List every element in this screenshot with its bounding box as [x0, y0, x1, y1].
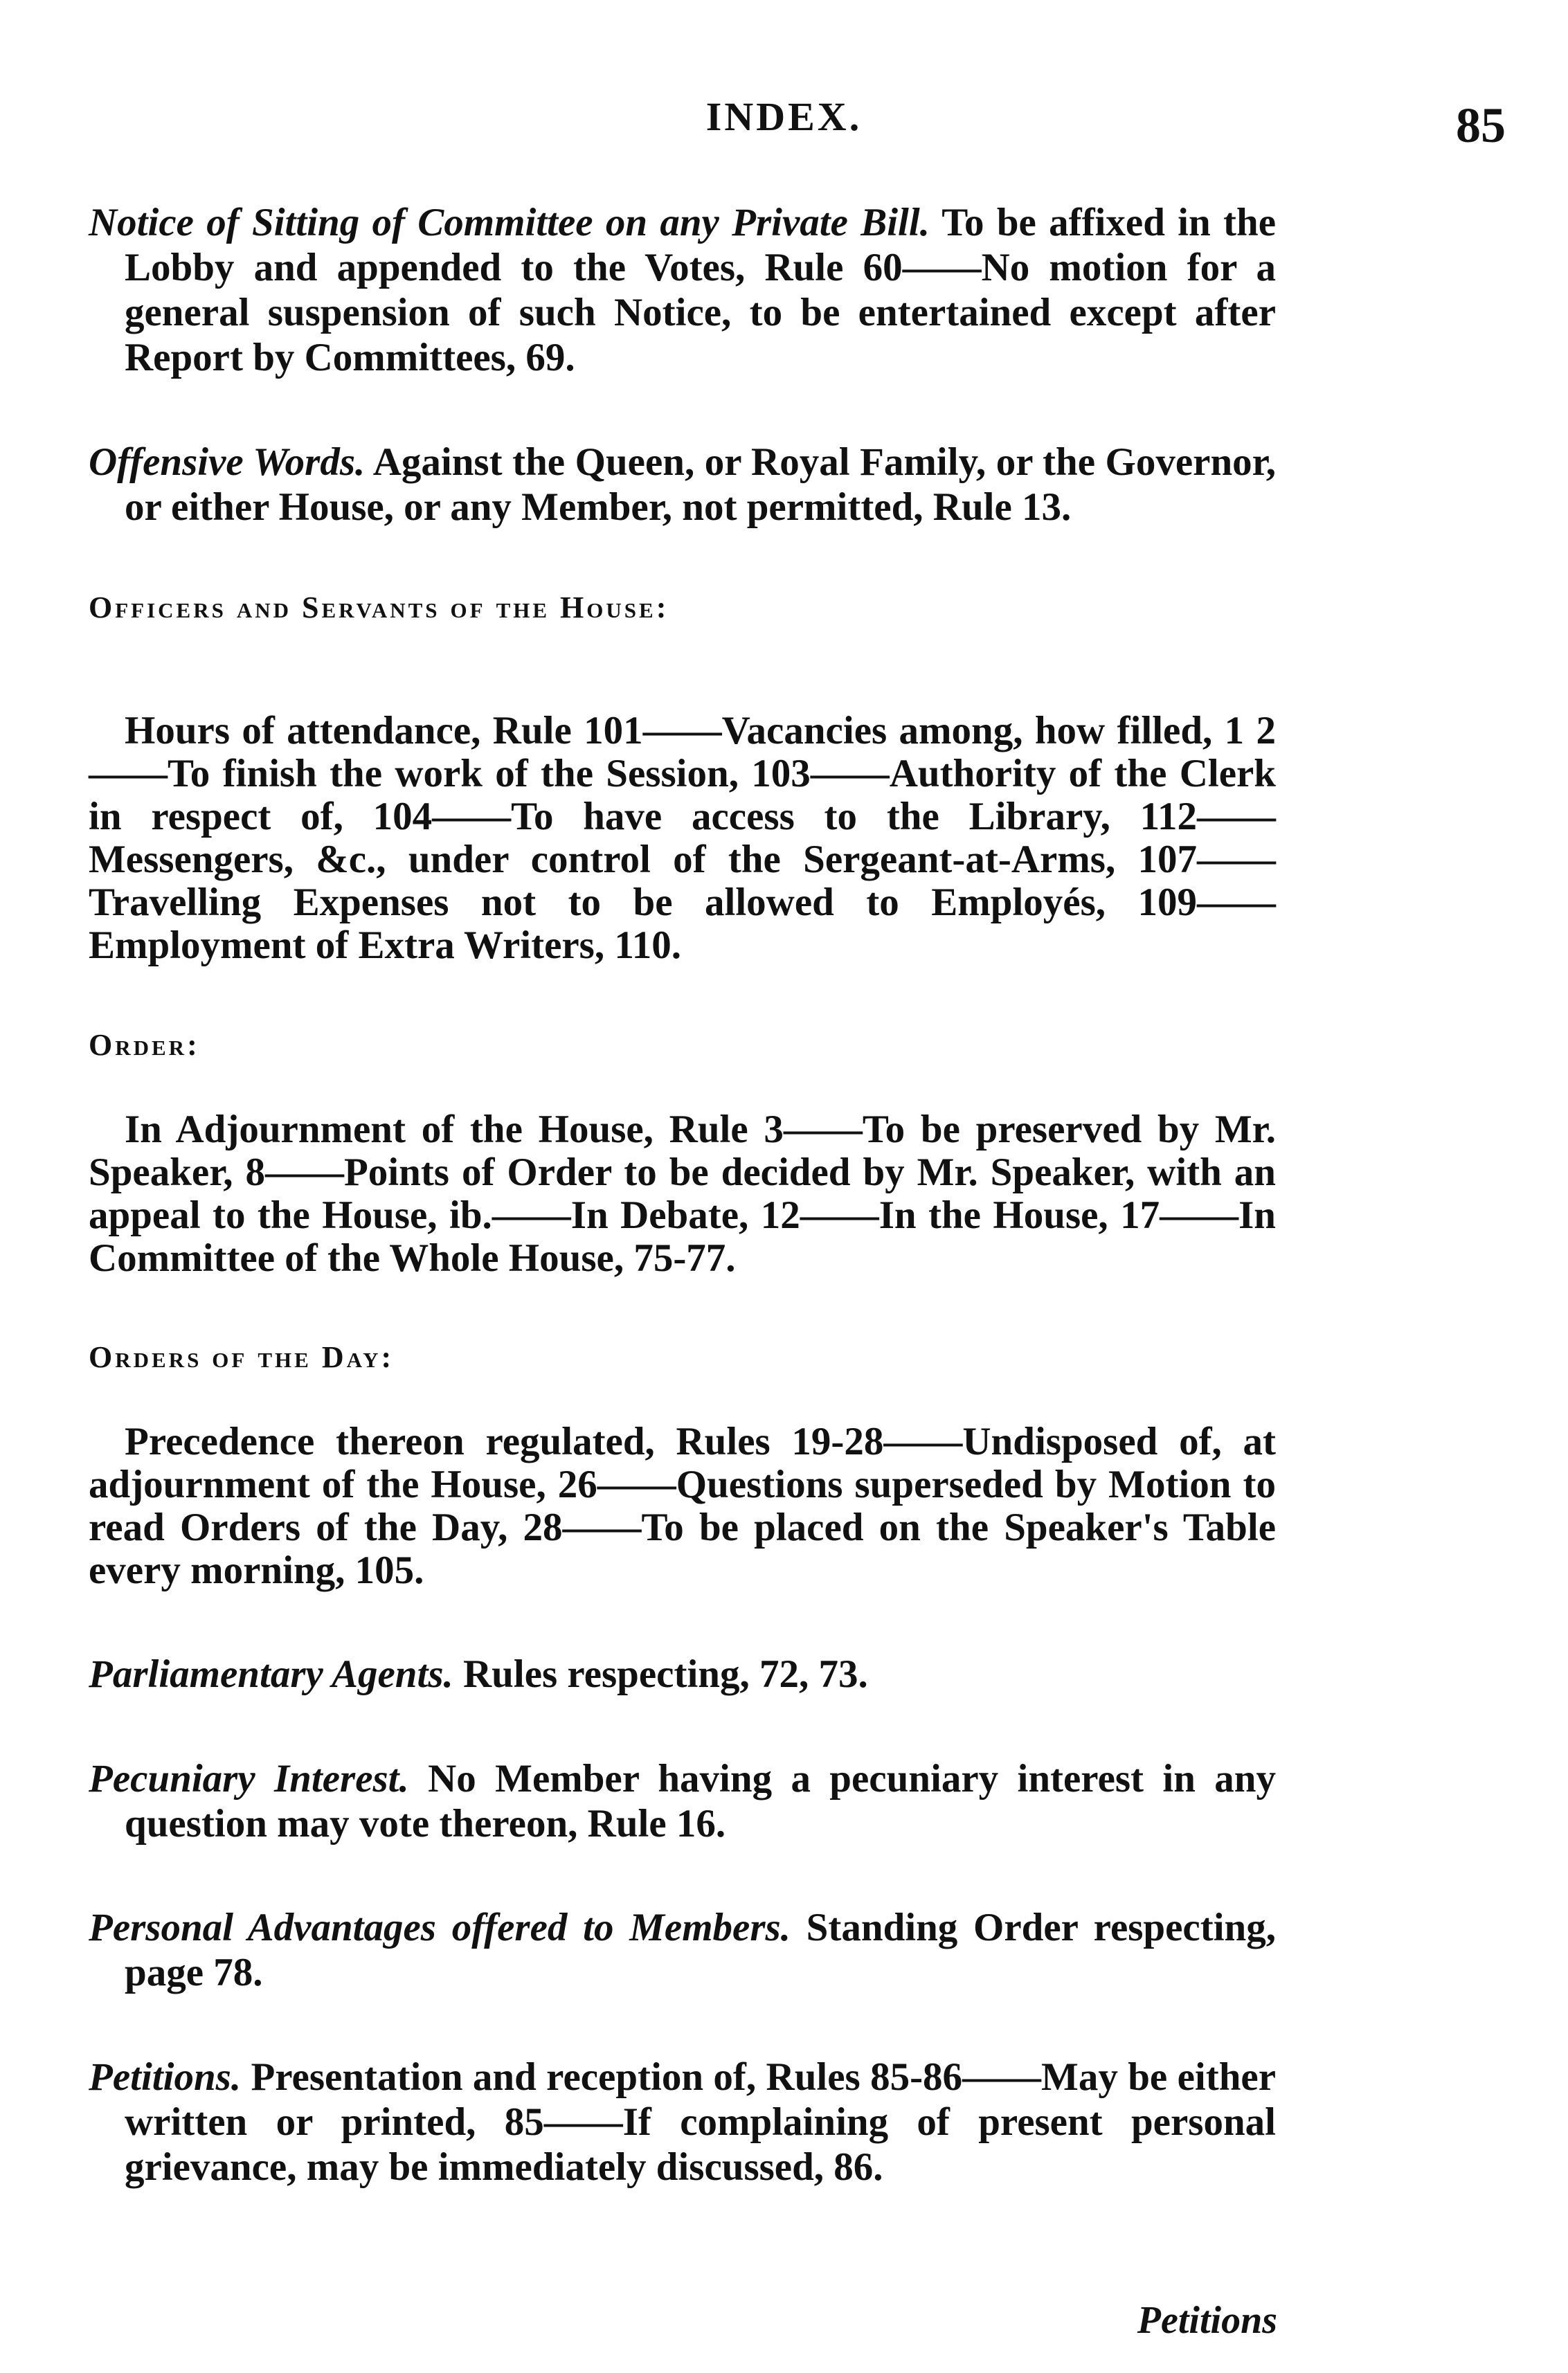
page-number: 85	[1456, 98, 1506, 153]
entry-text: Against the Queen, or Royal Family, or the Governor, or either House, or any Member, not permitted, Rule 13.	[125, 440, 1276, 529]
index-entry-pecuniary-interest	[89, 1757, 1276, 1847]
section-heading-officers: Officers and Servants of the House:	[89, 590, 669, 624]
entry-text: Standing Order respecting, page 78.	[125, 1906, 1276, 1995]
entry-term: Offensive Words.	[89, 440, 366, 484]
index-entry-offensive-words	[89, 440, 1276, 530]
section-body-officers: Hours of attendance, Rule 101——Vacancies among, how filled, 1 2——To finish the work of the Session, 103——Authority of the Clerk in respect of, 104——To have access to the Library, 112——Messengers, &c., under control of the Sergeant-at-Arms, 107——Travelling Expenses not to be allowed to Employés, 109——Employment of Extra Writers, 110.	[89, 708, 1276, 968]
entry-term: Petitions.	[89, 2055, 242, 2100]
entry-text: Presentation and reception of, Rules 85-86——May be either written or printed, 85——If complaining of present personal grievance, may be immediately discussed, 86.	[125, 2055, 1276, 2190]
section-body-orders-of-day: Precedence thereon regulated, Rules 19-28——Undisposed of, at adjournment of the House, 26——Questions superseded by Motion to read Orders of the Day, 28——To be placed on the Speaker's Table every morning, 105.	[89, 1420, 1276, 1593]
index-entry-parliamentary-agents	[89, 1652, 1276, 1697]
entry-text: No Member having a pecuniary interest in any question may vote thereon, Rule 16.	[125, 1756, 1276, 1846]
catchword: Petitions	[1137, 2299, 1277, 2342]
entry-term: Notice of Sitting of Committee on any Private Bill.	[89, 201, 930, 244]
entry-term: Parliamentary Agents.	[89, 1652, 453, 1696]
page-title: INDEX.	[705, 94, 863, 139]
section-heading-order: Order:	[89, 1027, 200, 1062]
index-entry-notice	[89, 201, 1276, 381]
section-body-order: In Adjournment of the House, Rule 3——To be preserved by Mr. Speaker, 8——Points of Order to be decided by Mr. Speaker, with an appeal to the House, ib.——In Debate, 12——In the House, 17——In Committee of the Whole House, 75-77.	[89, 1107, 1276, 1280]
entry-text: Rules respecting, 72, 73.	[453, 1652, 868, 1696]
section-heading-orders-of-day: Orders of the Day:	[89, 1340, 395, 1375]
index-entry-personal-advantages	[89, 1906, 1276, 1996]
entry-term: Personal Advantages offered to Members.	[89, 1906, 791, 1950]
index-content	[89, 201, 1276, 2190]
entry-term: Pecuniary Interest.	[89, 1756, 409, 1801]
entry-text: To be affixed in the Lobby and appended to the Votes, Rule 60——No motion for a general suspension of such Notice, to be entertained except after Report by Committees, 69.	[125, 201, 1276, 379]
index-entry-petitions	[89, 2055, 1276, 2190]
